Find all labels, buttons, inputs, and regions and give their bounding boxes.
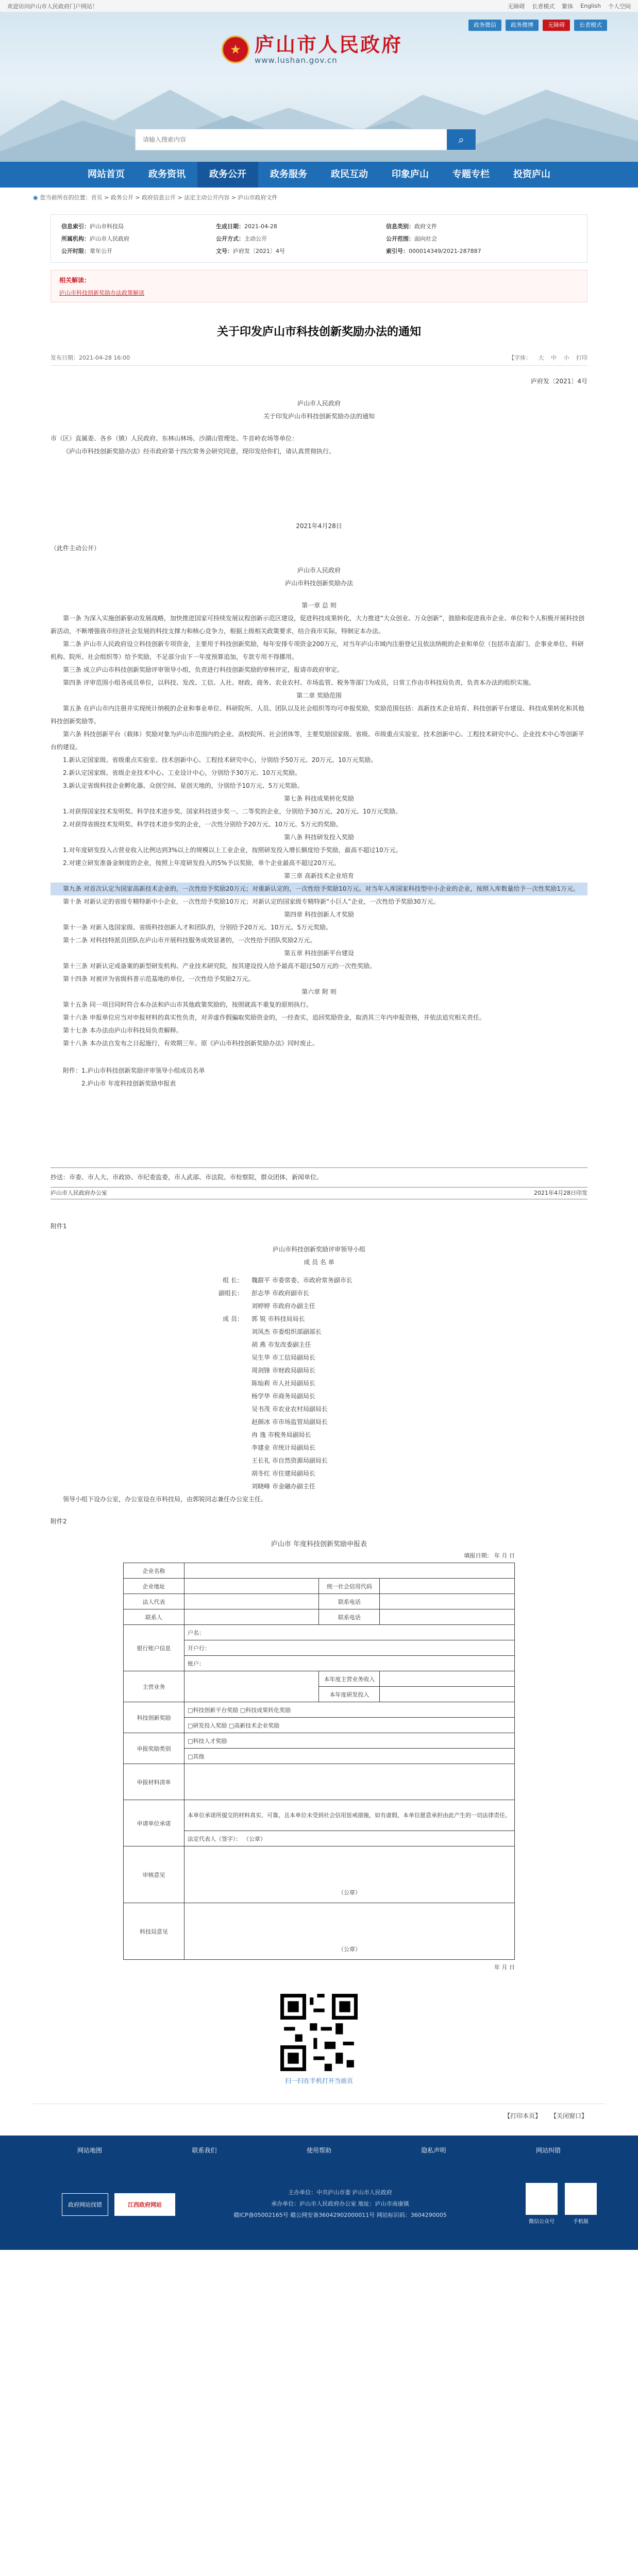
doc-sub-org: 庐山市人民政府 (297, 567, 341, 574)
chapter-heading: 第四章 科技创新人才奖励 (284, 911, 354, 918)
table-row (124, 1846, 515, 1903)
office-date: 2021年4月28日印发 (534, 1190, 587, 1196)
search-icon: ⌕ (458, 133, 464, 146)
article-heading: 第七条 科技成果转化奖励 (284, 795, 354, 802)
font-small-button[interactable]: 小 (563, 354, 569, 361)
form-cell[interactable] (380, 1594, 515, 1609)
sub-clause: 1.新认定国家级、省级重点实验室、技术创新中心、工程技术研究中心，分别给予50万元、20万元、10万元奖励。 (63, 756, 377, 764)
member-name: 魏甜平 市委常委、市政府常务副市长 (251, 1277, 352, 1284)
article-clause: 第十八条 本办法自发布之日起施行，有效期三年。原《庐山市科技创新奖励办法》同时废止。 (63, 1040, 318, 1047)
form-title: 庐山市 年度科技创新奖励申报表 (271, 1540, 367, 1548)
search-input[interactable] (136, 129, 447, 150)
meta-key: 所属机构： (61, 235, 90, 242)
member-name: 彭志华 市政府副市长 (251, 1290, 309, 1297)
sub-clause: 2.对建立研发准备金制度的企业，按照上年度研发投入的5%予以奖励，单个企业最高不超过20万元。 (63, 859, 340, 867)
chapter-heading: 第三章 高新技术企业培育 (284, 872, 354, 879)
member-name: 吴生华 市工信局副局长 (251, 1354, 315, 1361)
form-date: 填报日期： 年 月 日 (464, 1552, 515, 1559)
site-logo[interactable] (222, 34, 402, 65)
meta-value: 2021-04-28 (244, 223, 277, 230)
error-report-badge[interactable]: 政府网站找错 (62, 2193, 108, 2216)
form-cell[interactable] (184, 1579, 319, 1594)
national-emblem-icon: ★ (222, 36, 249, 63)
form-cell[interactable] (184, 1563, 515, 1579)
related-interpretation (51, 270, 587, 302)
nav-topics[interactable]: 专题专栏 (452, 169, 490, 180)
chapter-heading: 第五章 科技创新平台建设 (284, 950, 354, 957)
form-cell[interactable] (184, 1594, 319, 1609)
attachment-2[interactable]: 2.庐山市 年度科技创新奖励申报表 (81, 1080, 176, 1087)
font-large-button[interactable]: 大 (538, 354, 544, 361)
table-row (124, 1579, 515, 1594)
print-button[interactable]: 打印 (576, 354, 587, 361)
appendix-1-label: 附件1 (51, 1223, 67, 1230)
office-name: 庐山市人民政府办公室 (51, 1190, 107, 1196)
meta-value: 常年公开 (90, 248, 112, 255)
article-clause: 第六条 科技创新平台（载体）奖励对象为庐山市范围内的企业、高校院所、社会团体等，主要奖励国家级、省级、市级重点实验室、技术创新中心、工程技术研究中心、企业技术中心等创新平台的建设。 (51, 731, 584, 751)
nav-impression[interactable]: 印象庐山 (392, 169, 429, 180)
footer-link[interactable]: 隐私声明 (421, 2147, 446, 2154)
qr-label: 微信公众号 (529, 2219, 555, 2225)
elder-button[interactable]: 长者模式 (574, 20, 607, 31)
form-cell: 本单位承诺所提交的材料真实、可靠，且本单位未受到社会信用惩戒措施，如有虚假，本单位愿意承担由此产生的一切法律责任。 (184, 1800, 515, 1831)
article-clause: 第四条 评审范围小组各成员单位，以科技、发改、工信、人社、财政、商务、农业农村、市场监管、税务等部门为成员，日常工作由市科技局负责，负责本办法的组织实施。 (63, 679, 535, 686)
page-tools (33, 2104, 605, 2136)
member-role (195, 1300, 251, 1313)
attachment-1[interactable]: 1.庐山市科技创新奖励评审领导小组成员名单 (81, 1067, 205, 1074)
main-nav (0, 162, 638, 188)
table-row (124, 1764, 515, 1800)
article-clause: 第十二条 对科技特派员团队在庐山市开展科技服务成效显著的，一次性给予团队奖励2万元。 (63, 937, 316, 944)
form-checkbox-row[interactable]: □研发投入奖励 □高新技术企业奖励 (184, 1718, 515, 1733)
site-url: www.lushan.gov.cn (255, 56, 338, 65)
member-name: 吴书茂 市农业农村局副局长 (251, 1405, 328, 1413)
form-label: 联系电话 (319, 1594, 380, 1609)
content-container (33, 214, 605, 2085)
member-role (195, 1377, 251, 1390)
form-cell[interactable]: 户名： (184, 1625, 515, 1640)
form-label: 申报奖励类别 (124, 1733, 184, 1764)
meta-value: 政府文件 (414, 223, 437, 230)
form-label: 企业名称 (124, 1563, 184, 1579)
form-label: 申请单位承诺 (124, 1800, 184, 1846)
meta-value: 面向社会 (414, 235, 437, 242)
doc-intro: 《庐山市科技创新奖励办法》经市政府第十四次常务会研究同意，现印发给你们，请认真贯彻执行。 (63, 448, 335, 455)
form-checkbox-row[interactable]: □科技人才奖励 (184, 1733, 515, 1749)
close-window-button[interactable]: 【关闭窗口】 (550, 2112, 587, 2120)
form-cell[interactable] (380, 1609, 515, 1625)
breadcrumb-text[interactable]: 您当前所在的位置：首页 > 政务公开 > 政府信息公开 > 法定主动公开内容 > 庐山市政府文件 (40, 194, 278, 201)
member-role (195, 1454, 251, 1467)
member-role (195, 1480, 251, 1493)
wechat-qr (526, 2183, 558, 2225)
chapter-heading: 第二章 奖励范围 (296, 692, 342, 699)
table-row (124, 1702, 515, 1718)
chapter-heading: 第一章 总 则 (301, 602, 337, 609)
meta-key: 信息索引： (61, 223, 90, 230)
site-title: 庐山市人民政府 (255, 33, 403, 56)
location-icon: ◉ (33, 194, 38, 201)
search-box (135, 129, 476, 150)
wechat-button[interactable]: 政务微信 (468, 20, 501, 31)
meta-key: 索引号： (386, 248, 409, 255)
article-clause: 第十六条 申报单位应当对申报材料的真实性负责，对弄虚作假骗取奖励资金的，一经查实，追回奖励资金，取消其三年内申报资格，并依法追究相关责任。 (63, 1014, 485, 1021)
sub-clause: 3.新认定省级科技企业孵化器、众创空间、星创天地的，分别给予10万元、5万元奖励。 (63, 782, 304, 789)
member-role (195, 1467, 251, 1480)
member-role (195, 1403, 251, 1416)
member-name: 杨学华 市商务局副局长 (251, 1393, 315, 1400)
member-role (195, 1364, 251, 1377)
form-cell[interactable] (184, 1764, 515, 1800)
header-banner (0, 12, 638, 162)
footer-link[interactable]: 联系我们 (192, 2147, 217, 2154)
personal-space-link[interactable]: 个人空间 (608, 3, 631, 10)
table-row (124, 1903, 515, 1960)
footer-info (196, 2187, 484, 2221)
nav-invest[interactable]: 投资庐山 (513, 169, 550, 180)
sub-clause: 2.新认定国家级、省级企业技术中心、工业设计中心，分别给予30万元、10万元奖励。 (63, 769, 301, 776)
sub-clause: 1.对年度研发投入占营业收入比例达到3%以上的规模以上工业企业，按照研发投入增长额度给予奖励，最高不超过10万元。 (63, 846, 402, 854)
table-row (124, 1594, 515, 1609)
print-page-button[interactable]: 【打印本页】 (504, 2112, 542, 2120)
doc-public-note: （此件主动公开） (51, 545, 100, 552)
member-name: 刘婷婷 市政府办副主任 (251, 1302, 315, 1310)
article-clause: 第十三条 对新认定或备案的新型研发机构、产业技术研究院，按其建设投入给予最高不超过50万元的一次性奖励。 (63, 962, 376, 970)
form-label: 主营业务 (124, 1671, 184, 1702)
table-row (124, 1625, 515, 1640)
article-clause: 第二条 庐山市人民政府设立科技创新专项资金，主要用于科技创新奖励，每年安排专项资金200万元，对当年庐山市域内注册登记且依法纳税的企业和单位（包括市直部门、企事业单位、科研机构、院所、社会组织等）给予奖励，不足部分由下一年度预算追加，专款专用不得挪用。 (51, 640, 584, 660)
member-role (195, 1390, 251, 1403)
qr-code-icon (280, 1994, 358, 2071)
appendix-1-subtitle: 成 员 名 单 (304, 1259, 334, 1266)
article-title: 关于印发庐山市科技创新奖励办法的通知 (216, 326, 421, 338)
qr-caption: 扫一扫在手机打开当前页 (284, 2077, 353, 2084)
doc-metadata (51, 214, 587, 263)
article-clause: 第十四条 对被评为省级科普示范基地的单位，一次性给予奖励2万元。 (63, 975, 255, 982)
member-name: 郭 锐 市科技局局长 (251, 1315, 305, 1323)
form-cell: （公章） (184, 1903, 515, 1960)
member-role (195, 1351, 251, 1364)
mobile-qr (565, 2183, 597, 2225)
copy-footnote (33, 1168, 605, 1199)
form-label: 审核意见 (124, 1846, 184, 1903)
english-link[interactable]: English (580, 3, 601, 9)
doc-date: 2021年4月28日 (296, 522, 342, 530)
form-cell[interactable]: 开户行： (184, 1640, 515, 1656)
member-role (195, 1416, 251, 1429)
form-cell[interactable] (380, 1579, 515, 1594)
accessible-button[interactable]: 无障碍 (543, 20, 570, 31)
article-clause: 第十一条 对新入选国家级、省级科技创新人才和团队的，分别给予20万元、10万元、5万元奖励。 (63, 924, 332, 931)
article-clause: 第十条 对新认定的省级专精特新中小企业，一次性给予奖励10万元；对新认定的国家级专精特新“小巨人”企业，一次性给予奖励30万元。 (63, 898, 440, 905)
form-checkbox-row[interactable]: □科技创新平台奖励 □科技成果转化奖励 (184, 1702, 515, 1718)
member-name: 陈灿莉 市人社局副局长 (251, 1380, 315, 1387)
application-form (123, 1538, 515, 1971)
form-cell: （公章） (184, 1846, 515, 1903)
member-name: 赵颜冰 市市场监管局副局长 (251, 1418, 328, 1426)
doc-notice-title: 关于印发庐山市科技创新奖励办法的通知 (263, 413, 375, 420)
meta-key: 公开时限： (61, 248, 90, 255)
qr-code-box (278, 1994, 360, 2085)
qr-code-icon (526, 2183, 558, 2215)
form-label: 企业地址 (124, 1579, 184, 1594)
member-roster (195, 1274, 587, 1493)
footer-link[interactable]: 网站地图 (77, 2147, 103, 2154)
nav-news[interactable]: 政务资讯 (148, 169, 186, 180)
meta-key: 文号： (216, 248, 233, 255)
footer-link[interactable]: 使用帮助 (306, 2147, 331, 2154)
form-label: 本年度主营业务收入 (319, 1671, 380, 1687)
header-buttons (464, 20, 607, 31)
appendix-1-title: 庐山市科技创新奖励评审领导小组 (272, 1246, 365, 1253)
related-title: 相关解读： (59, 277, 91, 284)
meta-value: 庐府发〔2021〕4号 (233, 248, 285, 255)
meta-key: 公开范围： (386, 235, 414, 242)
breadcrumb (33, 188, 605, 208)
member-role: 成 员： (223, 1315, 243, 1323)
form-checkbox-row[interactable]: □其他 (184, 1749, 515, 1764)
traditional-chinese-link[interactable]: 繁体 (562, 3, 574, 10)
form-label: 银行账户信息 (124, 1625, 184, 1671)
table-row (124, 1800, 515, 1831)
nav-services[interactable]: 政务服务 (270, 169, 307, 180)
form-label: 联系电话 (319, 1609, 380, 1625)
article-info-bar (51, 349, 587, 366)
attachments-label: 附件： (63, 1067, 82, 1074)
table-row (124, 1609, 515, 1625)
meta-key: 信息类别： (386, 223, 414, 230)
site-footer (0, 2136, 638, 2250)
meta-value: 主动公开 (244, 235, 267, 242)
member-name: 胡冬红 市住建局副局长 (251, 1470, 315, 1477)
top-bar (0, 0, 638, 12)
member-name: 周剑锋 市财政局副局长 (251, 1367, 315, 1374)
footer-info-line: 承办单位：庐山市人民政府办公室 地址：庐山市南康镇 (271, 2200, 409, 2207)
form-cell[interactable] (184, 1609, 319, 1625)
form-label: 本年度研发投入 (319, 1687, 380, 1702)
form-label: 申报材料清单 (124, 1764, 184, 1800)
member-name: 刘凤杰 市委组织部副部长 (251, 1328, 322, 1335)
member-role: 组 长： (223, 1277, 243, 1284)
qr-label: 手机版 (573, 2219, 589, 2225)
article-clause: 第十五条 同一项目同时符合本办法和庐山市其他政策奖励的，按照就高不重复的原则执行。 (63, 1001, 312, 1008)
publish-date: 发布日期：2021-04-28 16:00 (51, 354, 130, 361)
member-role (195, 1442, 251, 1454)
doc-wenhao: 庐府发〔2021〕4号 (530, 378, 587, 385)
doc-recipients: 市（区）直属委、各乡（镇）人民政府、东林山林场、沙湖山管理处、牛首岭农场等单位： (51, 435, 298, 442)
document-body (33, 366, 605, 1090)
sub-clause: 1.对获得国家技术发明奖、科学技术进步奖、国家科技进步奖一、二等奖的企业，分别给予30万元、20万元、10万元奖励。 (63, 808, 402, 815)
form-cell[interactable]: 账户： (184, 1656, 515, 1671)
meta-value: 庐山市科技局 (90, 223, 124, 230)
font-size-label: 【字体： (509, 354, 531, 361)
appendix-1 (33, 1199, 605, 1528)
meta-key: 公开方式： (216, 235, 244, 242)
font-size-controls (503, 353, 587, 362)
table-row (124, 1733, 515, 1749)
meta-value: 庐山市人民政府 (90, 235, 129, 242)
member-name: 李建业 市统计局副局长 (251, 1444, 315, 1451)
welcome-text: 欢迎访问庐山市人民政府门户网站！ (7, 3, 98, 10)
article-clause: 第五条 在庐山市内注册并实现统计纳税的企业和事业单位、科研院所、人员、团队以及社会组织等均可申报奖励，奖励范围包括：高新技术企业培育、科技创新平台建设、科技成果转化和其他科技创新奖励等。 (51, 705, 584, 725)
weibo-button[interactable]: 政务微博 (506, 20, 539, 31)
sub-clause: 2.对获得省级技术发明奖、科学技术进步奖的企业，一次性分别给予20万元、10万元、5万元的奖励。 (63, 821, 342, 828)
roster-note: 领导小组下设办公室，办公室设在市科技局，由郭锐同志兼任办公室主任。 (63, 1496, 267, 1503)
form-label: 法人代表 (124, 1594, 184, 1609)
chapter-heading: 第六章 附 则 (301, 988, 337, 995)
accessibility-link[interactable]: 无障碍 (508, 3, 525, 10)
form-cell[interactable] (380, 1671, 515, 1687)
form-label: 统一社会信用代码 (319, 1579, 380, 1594)
member-name: 冉 逸 市税务局副局长 (251, 1431, 311, 1438)
footer-info-line: 主办单位：中共庐山市委 庐山市人民政府 (288, 2189, 392, 2196)
nav-home[interactable]: 网站首页 (88, 169, 125, 180)
copy-to: 抄送：市委、市人大、市政协、市纪委监委，市人武部、市法院、市检察院，群众团体，新闻单位。 (51, 1168, 587, 1188)
nav-gov-open[interactable]: 政务公开 (197, 162, 258, 188)
form-label: 科技创新奖励 (124, 1702, 184, 1733)
gov-site-badge[interactable]: 江西政府网站 (114, 2193, 175, 2216)
search-button[interactable] (447, 129, 476, 150)
related-link[interactable]: 庐山市科技创新奖励办法政策解读 (59, 290, 144, 296)
form-sign-date: 年 月 日 (494, 1964, 515, 1971)
meta-value: 000014349/2021-287887 (409, 248, 481, 255)
member-role (195, 1338, 251, 1351)
member-role (195, 1326, 251, 1338)
nav-interaction[interactable]: 政民互动 (331, 169, 368, 180)
attachments (51, 1064, 587, 1077)
elder-mode-link[interactable]: 长者模式 (532, 3, 555, 10)
footer-links (77, 2146, 561, 2155)
appendix-2-label: 附件2 (51, 1518, 67, 1525)
member-name: 刘晓峰 市金融办副主任 (251, 1483, 315, 1490)
table-row (124, 1563, 515, 1579)
article-clause: 第三条 成立庐山市科技创新奖励评审领导小组，负责进行科技创新奖励的审核评定，报请市政府审定。 (63, 666, 343, 673)
form-label: 联系人 (124, 1609, 184, 1625)
method-title: 庐山市科技创新奖励办法 (284, 580, 353, 587)
form-label: 科技局意见 (124, 1903, 184, 1960)
form-cell[interactable] (380, 1687, 515, 1702)
form-cell[interactable] (184, 1671, 319, 1702)
table-row (124, 1671, 515, 1687)
member-name: 胡 燕 市发改委副主任 (251, 1341, 311, 1348)
footer-info-line: 赣ICP备05002165号 赣公网安备36042902000011号 网站标识码：3604290005 (233, 2212, 447, 2218)
font-medium-button[interactable]: 中 (551, 354, 557, 361)
article-clause-highlighted: 第九条 对首次认定为国家高新技术企业的，一次性给予奖励20万元；对重新认定的，一次性给予奖励10万元。对当年入库国家科技型中小企业的企业，按照入库数量给予一次性奖励1万元。 (51, 883, 587, 895)
footer-link[interactable]: 网站纠错 (535, 2147, 561, 2154)
article-clause: 第一条 为深入实施创新驱动发展战略，加快推进国家可持续发展议程创新示范区建设，促进科技成果转化，大力推进“大众创业、万众创新”，鼓励和促进我市企业、单位和个人积极开展科技创新活动，不断增强我市经济社会发展的科技支撑力和核心竞争力，根据上级相关政策要求，结合我市实际，特制定本办法。 (51, 615, 585, 635)
article-clause: 第十七条 本办法由庐山市科技局负责解释。 (63, 1027, 182, 1034)
member-name: 王长礼 市自然资源局副局长 (251, 1457, 328, 1464)
form-cell: 法定代表人（签字）： （公章） (184, 1831, 515, 1846)
member-role: 副组长： (218, 1290, 243, 1297)
meta-key: 生成日期： (216, 223, 244, 230)
doc-org: 庐山市人民政府 (297, 400, 341, 407)
qr-code-icon (565, 2183, 597, 2215)
article-heading: 第八条 科技研发投入奖励 (284, 834, 354, 841)
member-role (195, 1429, 251, 1442)
form-table (123, 1563, 515, 1960)
